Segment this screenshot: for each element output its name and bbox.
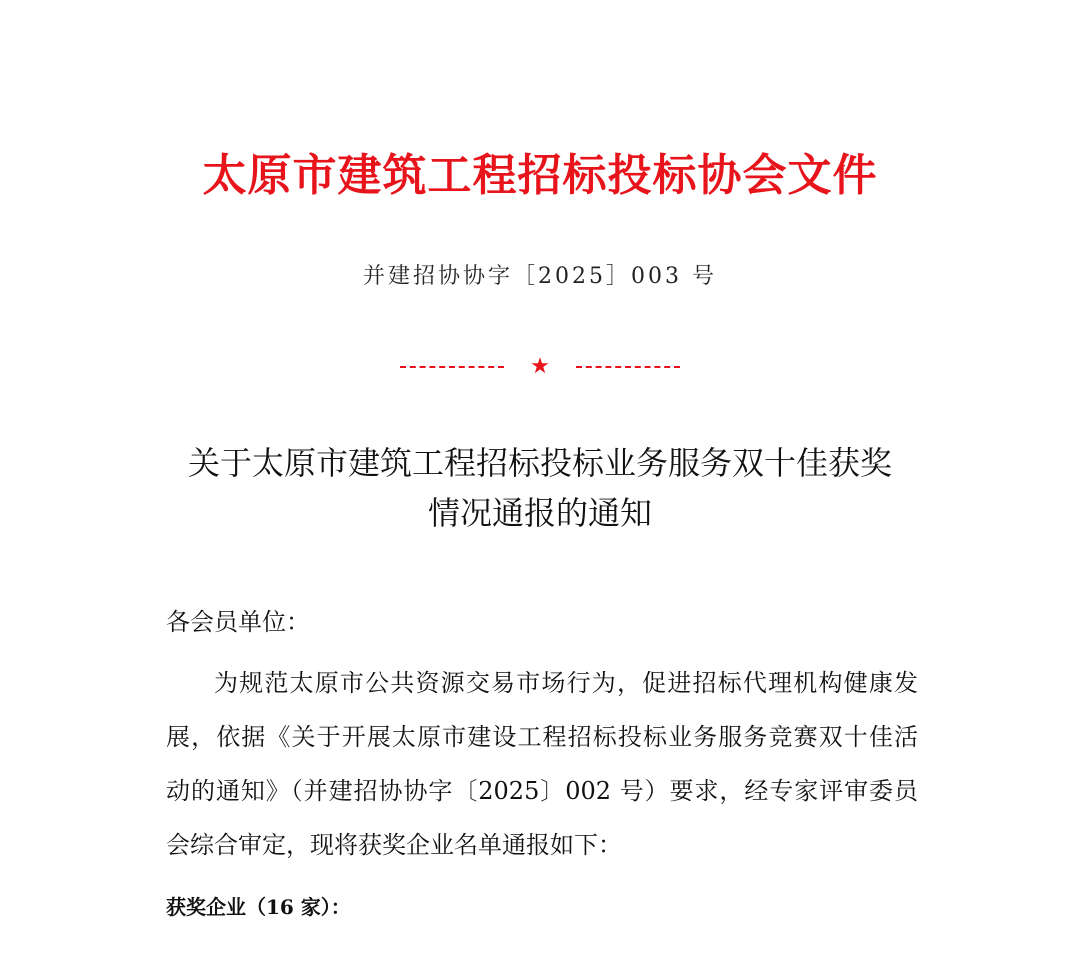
paragraph-line: 动的通知》（并建招协协字〔2025〕002 号）要求，经专家评审委员 — [166, 777, 918, 805]
notice-title-line-1: 关于太原市建筑工程招标投标业务服务双十佳获奖 — [187, 444, 892, 482]
salutation: 各会员单位： — [166, 608, 310, 636]
paragraph-line: 为规范太原市公共资源交易市场行为，促进招标代理机构健康发 — [214, 669, 918, 697]
divider-line-right — [576, 366, 680, 368]
award-list-heading: 获奖企业（16 家）： — [166, 895, 351, 919]
notice-title-line-2: 情况通报的通知 — [427, 494, 652, 532]
document-number: 并建招协协字［2025］003 号 — [363, 264, 717, 289]
paragraph-line: 会综合审定，现将获奖企业名单通报如下： — [166, 831, 622, 859]
body-paragraph — [166, 656, 918, 872]
notice-title — [0, 438, 1080, 538]
red-divider — [0, 350, 1080, 384]
org-header-title: 太原市建筑工程招标投标协会文件 — [202, 150, 878, 201]
divider-line-left — [400, 366, 504, 368]
star-icon: ★ — [530, 354, 550, 379]
paragraph-line: 展，依据《关于开展太原市建设工程招标投标业务服务竞赛双十佳活 — [166, 723, 918, 751]
